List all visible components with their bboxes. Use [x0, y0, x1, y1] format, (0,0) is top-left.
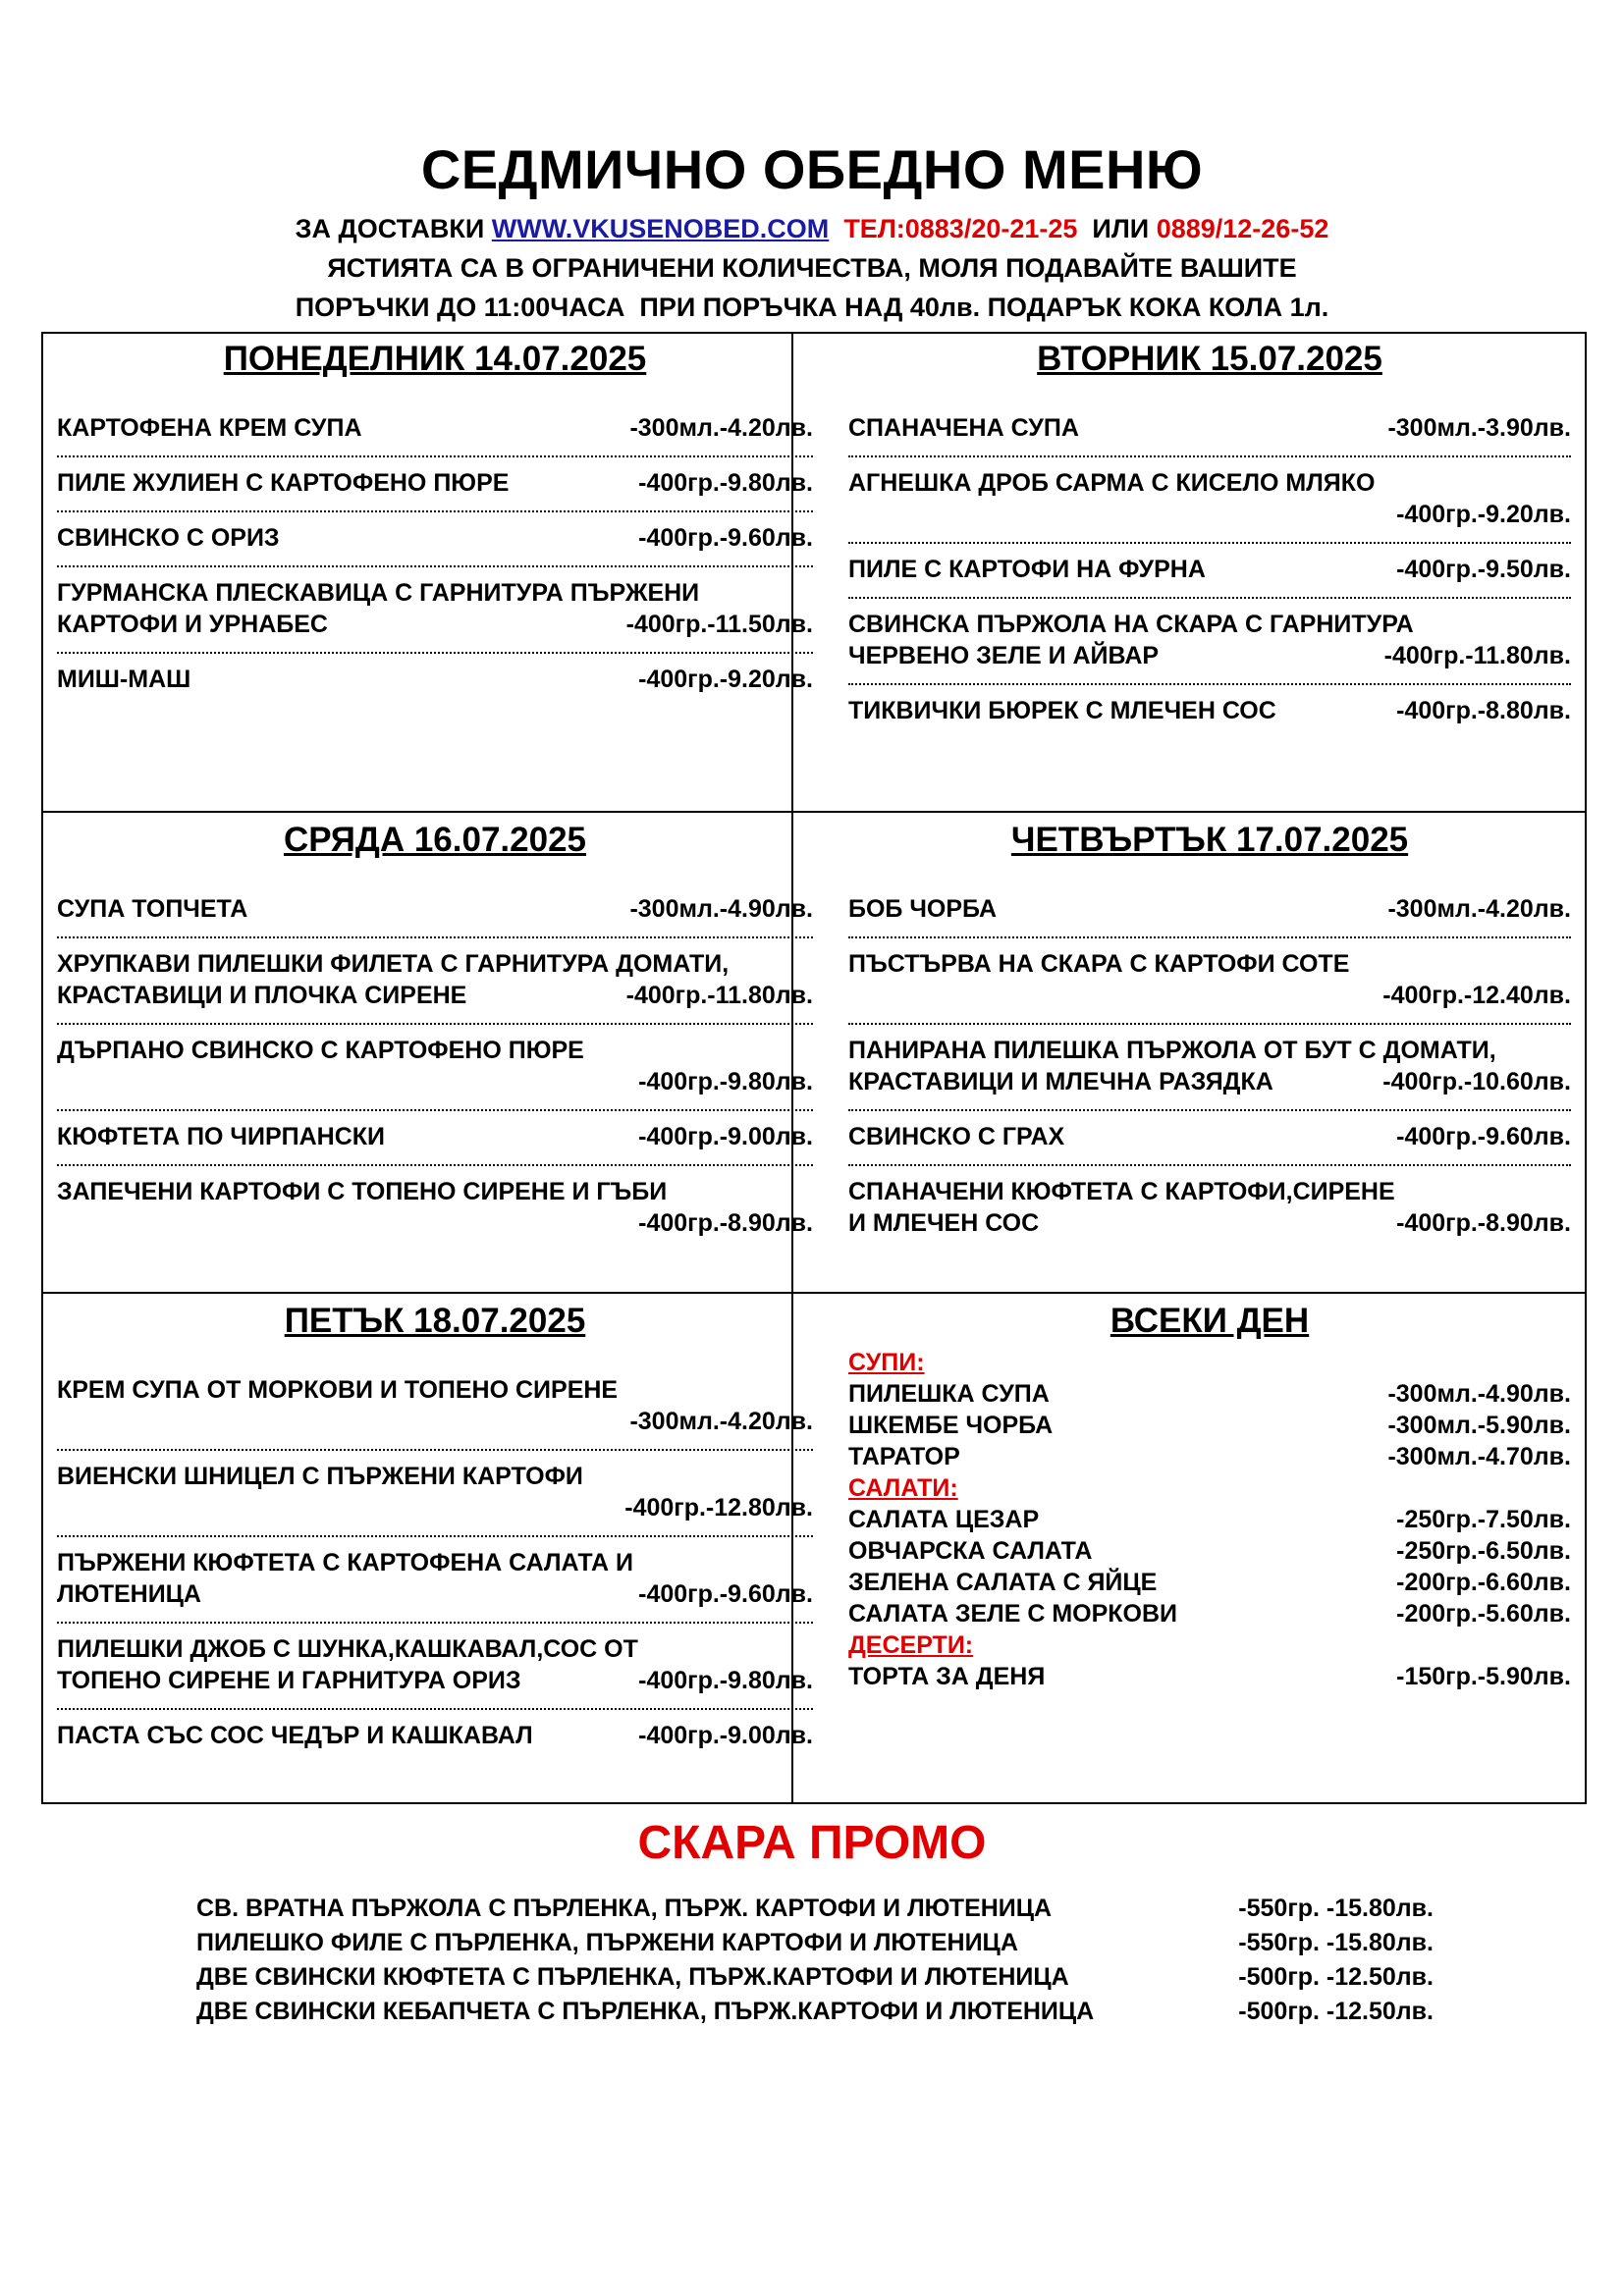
- promo-item: [196, 1895, 1434, 1923]
- dotted-separator: [57, 1019, 813, 1025]
- menu-item: [848, 893, 1571, 925]
- item-price: -200гр.-5.60лв.: [1396, 1600, 1571, 1628]
- item-price: -150гр.-5.90лв.: [1396, 1663, 1571, 1690]
- item-price: -400гр.-10.60лв.: [1382, 1068, 1571, 1095]
- dotted-separator: [848, 1105, 1571, 1111]
- item-price: -400гр.-9.00лв.: [638, 1123, 813, 1150]
- page-title: СЕДМИЧНО ОБЕДНО МЕНЮ: [420, 138, 1204, 200]
- item-price: -400гр.-8.90лв.: [638, 1209, 813, 1237]
- item-price: -300мл.-5.90лв.: [1387, 1412, 1571, 1439]
- tuesday-section: [848, 334, 1571, 726]
- menu-item: [57, 1461, 813, 1523]
- menu-item: [57, 522, 813, 554]
- dotted-separator: [57, 452, 813, 457]
- promo-item-name: ДВЕ СВИНСКИ КЕБАПЧЕТА С ПЪРЛЕНКА, ПЪРЖ.КАРТОФИ И ЛЮТЕНИЦА: [196, 1998, 1095, 2025]
- item-price: -400гр.-9.80лв.: [638, 1068, 813, 1095]
- item-name-line-1: ПЪРЖЕНИ КЮФТЕТА С КАРТОФЕНА САЛАТА И: [57, 1549, 633, 1576]
- item-name: ШКЕМБЕ ЧОРБА: [848, 1412, 1054, 1439]
- menu-item: [848, 1378, 1571, 1410]
- item-price: -300мл.-4.70лв.: [1387, 1443, 1571, 1470]
- item-name-line-2: КРАСТАВИЦИ И МЛЕЧНА РАЗЯДКА: [848, 1068, 1273, 1095]
- tuesday-heading: ВТОРНИК 15.07.2025: [1037, 340, 1382, 378]
- dotted-separator: [848, 538, 1571, 544]
- item-name: ТОРТА ЗА ДЕНЯ: [848, 1663, 1046, 1690]
- dotted-separator: [57, 1618, 813, 1624]
- menu-item: [848, 1121, 1571, 1152]
- menu-item: [848, 412, 1571, 444]
- friday-section: [57, 1296, 813, 1751]
- item-name: ОВЧАРСКА САЛАТА: [848, 1537, 1093, 1565]
- item-name-line-2: ТОПЕНО СИРЕНЕ И ГАРНИТУРА ОРИЗ: [57, 1667, 521, 1694]
- promo-item-price: -550гр. -15.80лв.: [1238, 1929, 1434, 1956]
- promo-item-price: -500гр. -12.50лв.: [1238, 1963, 1434, 1991]
- promo-item-name: ПИЛЕШКО ФИЛЕ С ПЪРЛЕНКА, ПЪРЖЕНИ КАРТОФИ И ЛЮТЕНИЦА: [196, 1929, 1018, 1956]
- everyday-heading: ВСЕКИ ДЕН: [1110, 1302, 1310, 1340]
- promo-item: [196, 1998, 1434, 2026]
- everyday-section: [848, 1296, 1571, 1692]
- menu-item: [848, 1661, 1571, 1692]
- item-price: -400гр.-9.80лв.: [638, 469, 813, 497]
- item-name-line-1: ГУРМАНСКА ПЛЕСКАВИЦА С ГАРНИТУРА ПЪРЖЕНИ: [57, 579, 700, 607]
- monday-heading: ПОНЕДЕЛНИК 14.07.2025: [223, 340, 647, 378]
- menu-item: [848, 609, 1571, 671]
- soups-label: СУПИ:: [848, 1349, 925, 1376]
- item-name: ПИЛЕ ЖУЛИЕН С КАРТОФЕНО ПЮРЕ: [57, 469, 510, 497]
- promo-item: [196, 1929, 1434, 1957]
- row-divider-1: [41, 811, 1587, 813]
- menu-item: [848, 1567, 1571, 1598]
- item-name: ВИЕНСКИ ШНИЦЕЛ С ПЪРЖЕНИ КАРТОФИ: [57, 1463, 583, 1490]
- dotted-separator: [848, 593, 1571, 599]
- menu-item: [848, 554, 1571, 585]
- item-name-line-1: ПИЛЕШКИ ДЖОБ С ШУНКА,КАШКАВАЛ,СОС ОТ: [57, 1635, 638, 1663]
- desserts-label: ДЕСЕРТИ:: [848, 1631, 974, 1659]
- item-name-line-2: КРАСТАВИЦИ И ПЛОЧКА СИРЕНЕ: [57, 982, 467, 1009]
- row-divider-2: [41, 1292, 1587, 1294]
- menu-item: [848, 1535, 1571, 1567]
- item-name: ТАРАТОР: [848, 1443, 960, 1470]
- item-price: -400гр.-9.80лв.: [638, 1667, 813, 1694]
- notice-line-2: ПОРЪЧКИ ДО 11:00ЧАСА ПРИ ПОРЪЧКА НАД 40лв. ПОДАРЪК КОКА КОЛА 1л.: [295, 293, 1329, 322]
- item-name-line-2: ЧЕРВЕНО ЗЕЛЕ И АЙВАР: [848, 642, 1160, 669]
- item-name-line-2: ЛЮТЕНИЦА: [57, 1580, 201, 1608]
- delivery-line: [0, 214, 1624, 244]
- thursday-section: [848, 815, 1571, 1239]
- menu-item: [57, 577, 813, 640]
- item-name: САЛАТА ЗЕЛЕ С МОРКОВИ: [848, 1600, 1178, 1628]
- item-name: КЮФТЕТА ПО ЧИРПАНСКИ: [57, 1123, 385, 1150]
- item-price: -400гр.-8.90лв.: [1396, 1209, 1571, 1237]
- monday-section: [57, 334, 813, 695]
- promo-item-price: -550гр. -15.80лв.: [1238, 1895, 1434, 1922]
- dotted-separator: [57, 561, 813, 567]
- item-name-line-1: СВИНСКА ПЪРЖОЛА НА СКАРА С ГАРНИТУРА: [848, 611, 1414, 638]
- menu-item: [848, 1035, 1571, 1097]
- item-price: -300мл.-3.90лв.: [1387, 414, 1571, 442]
- item-name: СВИНСКО С ГРАХ: [848, 1123, 1065, 1150]
- item-price: -300мл.-4.90лв.: [629, 895, 813, 923]
- item-name: СВИНСКО С ОРИЗ: [57, 524, 280, 552]
- item-price: -400гр.-8.80лв.: [1396, 697, 1571, 724]
- item-price: -400гр.-9.20лв.: [1396, 501, 1571, 528]
- notice-line-1: ЯСТИЯТА СА В ОГРАНИЧЕНИ КОЛИЧЕСТВА, МОЛЯ ПОДАВАЙТЕ ВАШИТЕ: [327, 253, 1297, 283]
- menu-item: [57, 412, 813, 444]
- dotted-separator: [848, 1019, 1571, 1025]
- item-price: -400гр.-9.00лв.: [638, 1722, 813, 1749]
- item-name: СПАНАЧЕНА СУПА: [848, 414, 1079, 442]
- item-name: ЗАПЕЧЕНИ КАРТОФИ С ТОПЕНО СИРЕНЕ И ГЪБИ: [57, 1178, 668, 1205]
- menu-item: [57, 893, 813, 925]
- item-name: АГНЕШКА ДРОБ САРМА С КИСЕЛО МЛЯКО: [848, 469, 1376, 497]
- item-price: -400гр.-9.50лв.: [1396, 556, 1571, 583]
- phone-1: ТЕЛ:0883/20-21-25: [843, 214, 1078, 243]
- item-price: -300мл.-4.20лв.: [1387, 895, 1571, 923]
- menu-item: [848, 948, 1571, 1011]
- menu-item: [57, 1035, 813, 1097]
- phone-2: 0889/12-26-52: [1156, 214, 1329, 243]
- menu-item: [57, 1176, 813, 1239]
- wednesday-heading: СРЯДА 16.07.2025: [283, 821, 586, 859]
- item-price: -300мл.-4.20лв.: [629, 414, 813, 442]
- dotted-separator: [848, 679, 1571, 685]
- menu-item: [57, 1547, 813, 1610]
- menu-item: [848, 467, 1571, 530]
- menu-item: [848, 695, 1571, 726]
- item-price: -400гр.-12.80лв.: [624, 1494, 813, 1522]
- item-name: БОБ ЧОРБА: [848, 895, 998, 923]
- menu-item: [57, 1374, 813, 1437]
- salads-label: САЛАТИ:: [848, 1474, 958, 1502]
- item-price: -400гр.-11.80лв.: [625, 982, 813, 1009]
- item-name-line-1: ХРУПКАВИ ПИЛЕШКИ ФИЛЕТА С ГАРНИТУРА ДОМАТИ,: [57, 950, 730, 978]
- item-name: МИШ-МАШ: [57, 666, 191, 693]
- item-name: ПИЛЕ С КАРТОФИ НА ФУРНА: [848, 556, 1206, 583]
- item-price: -250гр.-6.50лв.: [1396, 1537, 1571, 1565]
- or-text: ИЛИ: [1092, 214, 1150, 243]
- menu-item: [57, 1121, 813, 1152]
- item-name: КРЕМ СУПА ОТ МОРКОВИ И ТОПЕНО СИРЕНЕ: [57, 1376, 619, 1404]
- item-price: -250гр.-7.50лв.: [1396, 1506, 1571, 1533]
- item-name: ЗЕЛЕНА САЛАТА С ЯЙЦЕ: [848, 1569, 1158, 1596]
- dotted-separator: [57, 507, 813, 512]
- promo-item: [196, 1963, 1434, 1992]
- item-price: -300мл.-4.90лв.: [1387, 1380, 1571, 1408]
- wednesday-section: [57, 815, 813, 1239]
- dotted-separator: [57, 1105, 813, 1111]
- menu-item: [57, 948, 813, 1011]
- item-name-line-2: КАРТОФИ И УРНАБЕС: [57, 611, 328, 638]
- menu-item: [57, 467, 813, 499]
- item-price: -400гр.-12.40лв.: [1382, 982, 1571, 1009]
- promo-item-price: -500гр. -12.50лв.: [1238, 1998, 1434, 2025]
- dotted-separator: [57, 648, 813, 654]
- item-name: ДЪРПАНО СВИНСКО С КАРТОФЕНО ПЮРЕ: [57, 1037, 584, 1064]
- item-name: САЛАТА ЦЕЗАР: [848, 1506, 1040, 1533]
- menu-item: [57, 664, 813, 695]
- thursday-heading: ЧЕТВЪРТЪК 17.07.2025: [1010, 821, 1409, 859]
- dotted-separator: [57, 933, 813, 938]
- dotted-separator: [848, 452, 1571, 457]
- dotted-separator: [848, 1160, 1571, 1166]
- menu-item: [848, 1504, 1571, 1535]
- dotted-separator: [57, 1704, 813, 1710]
- dotted-separator: [57, 1445, 813, 1451]
- item-price: -300мл.-4.20лв.: [629, 1408, 813, 1435]
- promo-title: СКАРА ПРОМО: [637, 1817, 987, 1869]
- item-name: ПЪСТЪРВА НА СКАРА С КАРТОФИ СОТЕ: [848, 950, 1350, 978]
- item-name: ТИКВИЧКИ БЮРЕК С МЛЕЧЕН СОС: [848, 697, 1276, 724]
- item-price: -400гр.-9.60лв.: [638, 1580, 813, 1608]
- dotted-separator: [57, 1160, 813, 1166]
- friday-heading: ПЕТЪК 18.07.2025: [284, 1302, 586, 1340]
- item-name: ПИЛЕШКА СУПА: [848, 1380, 1050, 1408]
- item-price: -400гр.-9.60лв.: [1396, 1123, 1571, 1150]
- item-name: КАРТОФЕНА КРЕМ СУПА: [57, 414, 362, 442]
- menu-item: [848, 1598, 1571, 1629]
- menu-item: [57, 1633, 813, 1696]
- menu-item: [848, 1410, 1571, 1441]
- promo-item-name: ДВЕ СВИНСКИ КЮФТЕТА С ПЪРЛЕНКА, ПЪРЖ.КАРТОФИ И ЛЮТЕНИЦА: [196, 1963, 1069, 1991]
- item-price: -400гр.-11.80лв.: [1383, 642, 1571, 669]
- item-name: СУПА ТОПЧЕТА: [57, 895, 248, 923]
- item-name-line-1: ПАНИРАНА ПИЛЕШКА ПЪРЖОЛА ОТ БУТ С ДОМАТИ,: [848, 1037, 1496, 1064]
- item-price: -400гр.-9.60лв.: [638, 524, 813, 552]
- dotted-separator: [57, 1531, 813, 1537]
- menu-item: [848, 1176, 1571, 1239]
- website-link[interactable]: WWW.VKUSENOBED.COM: [491, 214, 830, 243]
- item-name-line-1: СПАНАЧЕНИ КЮФТЕТА С КАРТОФИ,СИРЕНЕ: [848, 1178, 1395, 1205]
- delivery-prefix: ЗА ДОСТАВКИ: [295, 214, 485, 243]
- menu-item: [848, 1441, 1571, 1472]
- item-price: -400гр.-9.20лв.: [638, 666, 813, 693]
- item-name: ПАСТА СЪС СОС ЧЕДЪР И КАШКАВАЛ: [57, 1722, 533, 1749]
- dotted-separator: [848, 933, 1571, 938]
- menu-item: [57, 1720, 813, 1751]
- promo-item-name: СВ. ВРАТНА ПЪРЖОЛА С ПЪРЛЕНКА, ПЪРЖ. КАРТОФИ И ЛЮТЕНИЦА: [196, 1895, 1053, 1922]
- item-price: -200гр.-6.60лв.: [1396, 1569, 1571, 1596]
- item-name-line-2: И МЛЕЧЕН СОС: [848, 1209, 1040, 1237]
- item-price: -400гр.-11.50лв.: [625, 611, 813, 638]
